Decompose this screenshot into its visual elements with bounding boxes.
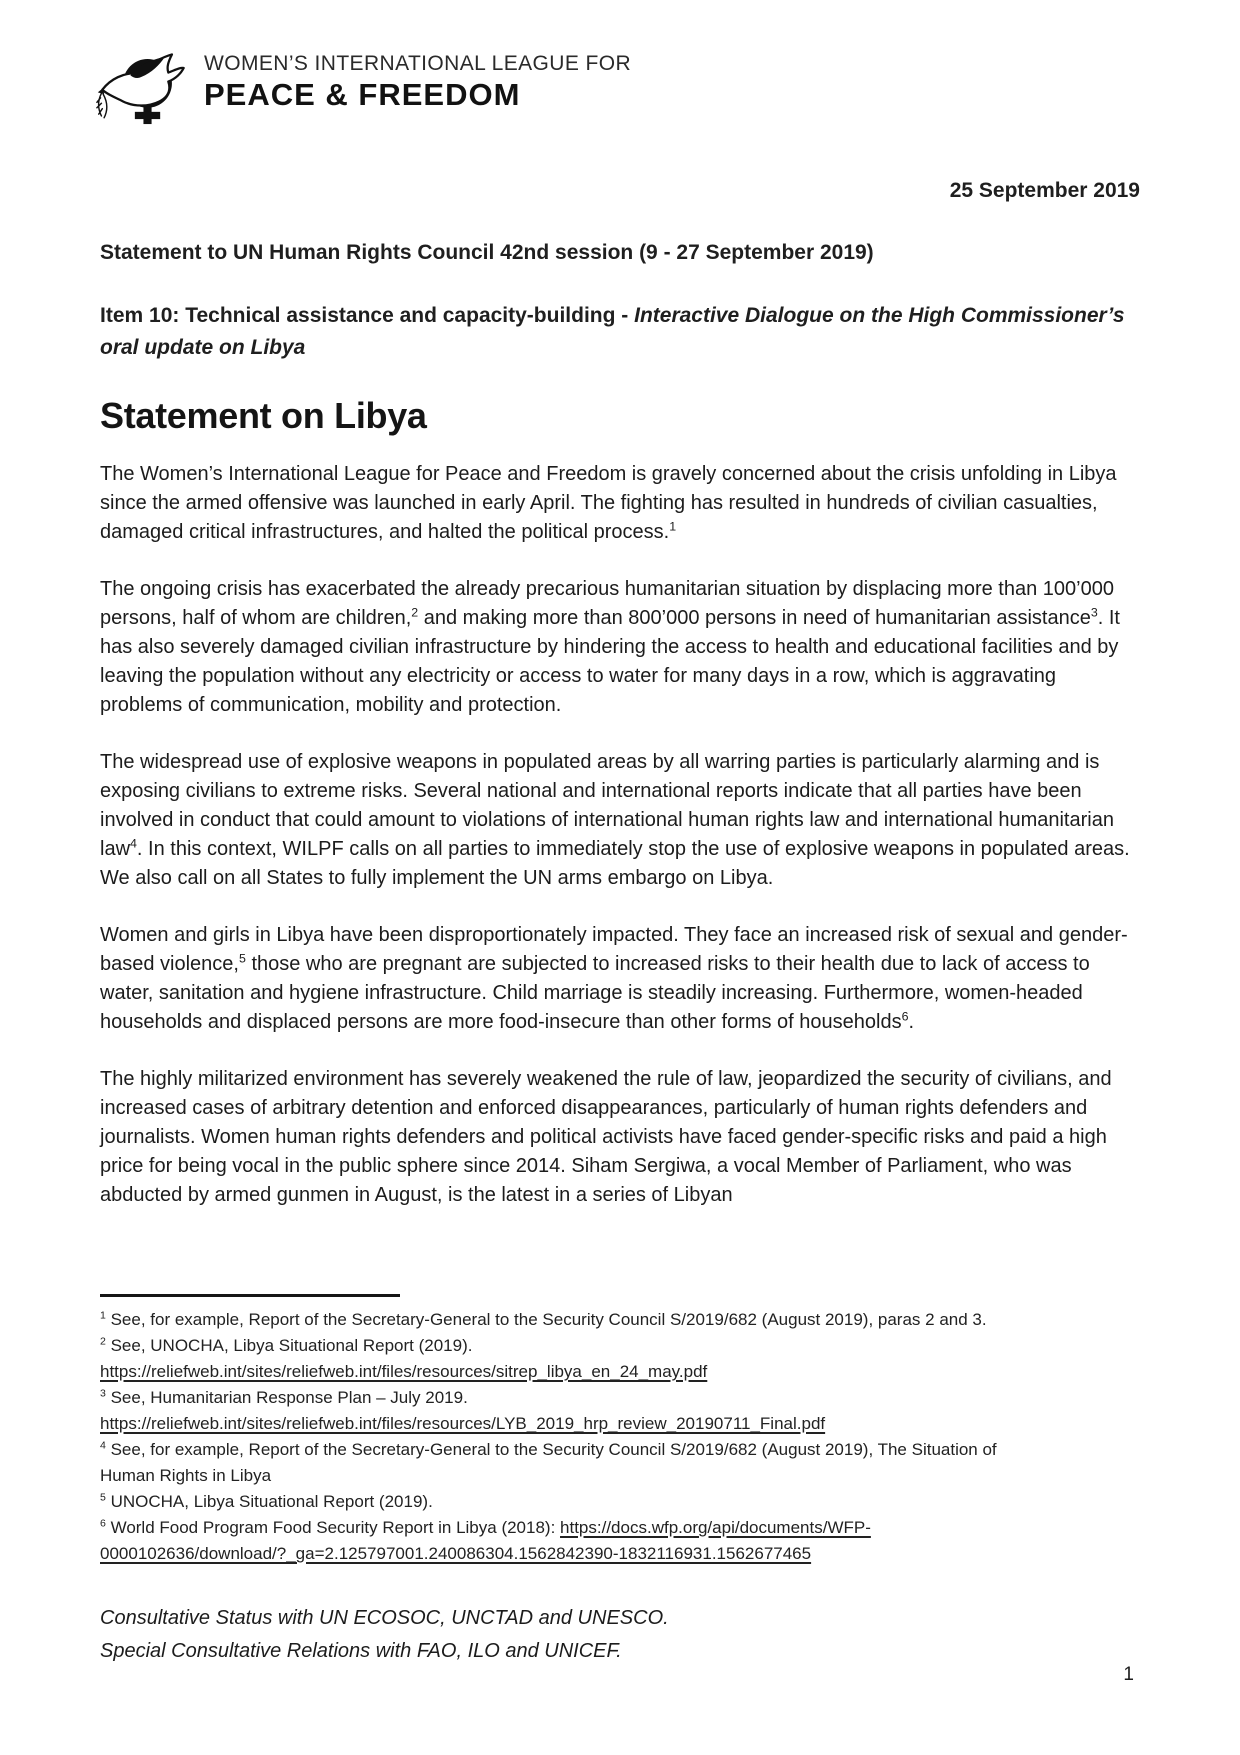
paragraph-1: The Women’s International League for Peace and Freedom is gravely concerned about the crisis unfolding in Libya since the armed offensive was launched in early April. The fighting has resulted in hundreds of civilian casualties, damaged critical infrastructures, and halted the political process.$^1$: [100, 463, 1117, 543]
footnote-ref: 6: [100, 1517, 106, 1530]
footnote-3: $^3$ See, Humanitarian Response Plan – July 2019. https://reliefweb.int/sites/reliefweb.int/files/resources/LYB_2019_hrp_review_20190711_Final.pdf: [100, 1387, 826, 1433]
footnote-5: $^5$ UNOCHA, Libya Situational Report (2019).: [100, 1491, 433, 1511]
page-title: Statement on Libya: [100, 395, 427, 436]
footnote-ref: 3: [1090, 605, 1098, 620]
hyperlink[interactable]: https://docs.wfp.org/api/documents/WFP-: [560, 1518, 871, 1537]
footnote-ref: 1: [669, 519, 677, 534]
footnote-ref: 2: [411, 605, 419, 620]
org-name-line2: PEACE & FREEDOM: [204, 77, 521, 112]
page-number: 1: [1123, 1664, 1134, 1685]
paragraph-3: The widespread use of explosive weapons in populated areas by all warring parties is particularly alarming and is exposing civilians to extreme risks. Several national and international reports indicate that all parties have been involved in conduct that could amount to violations of international human rights law and international humanitarian law$^4$. In this context, WILPF calls on all parties to immediately stop the use of explosive weapons in populated areas. We also call on all States to fully implement the UN arms embargo on Libya.: [100, 751, 1130, 889]
footnote-ref: 4: [100, 1439, 106, 1452]
footnote-ref: 5: [238, 951, 246, 966]
footnote-ref: 6: [901, 1009, 909, 1024]
org-name-line1: WOMEN’S INTERNATIONAL LEAGUE FOR: [204, 52, 632, 75]
hyperlink[interactable]: https://reliefweb.int/sites/reliefweb.int/files/resources/sitrep_libya_en_24_may.pdf: [100, 1362, 708, 1381]
footnote-ref: 3: [100, 1387, 106, 1400]
session-heading: Statement to UN Human Rights Council 42nd session (9 - 27 September 2019): [100, 241, 874, 264]
footer-line1: Consultative Status with UN ECOSOC, UNCTAD and UNESCO.: [100, 1607, 669, 1629]
statement-body: [100, 460, 1140, 1210]
footnote-ref: 4: [130, 836, 137, 851]
document-date: 25 September 2019: [949, 179, 1140, 202]
footnote-ref: 1: [100, 1309, 106, 1322]
paragraph-5: The highly militarized environment has severely weakened the rule of law, jeopardized the security of civilians, and increased cases of arbitrary detention and enforced disappearances, particularly of human rights defenders and journalists. Women human rights defenders and political activists have faced gender-specific risks and paid a high price for being vocal in the public sphere since 2014. Siham Sergiwa, a vocal Member of Parliament, who was abducted by armed gunmen in August, is the latest in a series of Libyan: [100, 1068, 1112, 1206]
wordmark: [204, 42, 631, 112]
paragraph-2: The ongoing crisis has exacerbated the already precarious humanitarian situation by displacing more than 100’000 persons, half of whom are children,$^2$ and making more than 800’000 persons in need of humanitarian assistance$^3$. It has also severely damaged civilian infrastructure by hindering the access to health and educational facilities and by leaving the population without any electricity or access to water for many days in a row, which is aggravating problems of communication, mobility and protection.: [100, 578, 1120, 716]
footnote-ref: 5: [100, 1491, 106, 1504]
consultative-status-footer: [100, 1602, 1140, 1668]
footnote-2: $^2$ See, UNOCHA, Libya Situational Report (2019). https://reliefweb.int/sites/reliefweb.int/files/resources/sitrep_libya_en_24_may.pdf: [100, 1335, 708, 1381]
footnote-4: $^4$ See, for example, Report of the Secretary-General to the Security Council S/2019/682 (August 2019), The Situation of Human Rights in Libya: [100, 1439, 997, 1485]
agenda-item-heading: Item 10: Technical assistance and capacity-building - Interactive Dialogue on the High Commissioner’s oral update on Libya: [100, 304, 1125, 359]
paragraph-4: Women and girls in Libya have been disproportionately impacted. They face an increased risk of sexual and gender-based violence,$^5$ those who are pregnant are subjected to increased risks to their health due to lack of access to water, sanitation and hygiene infrastructure. Child marriage is steadily increasing. Furthermore, women-headed households and displaced persons are more food-insecure than other forms of households$^6$.: [100, 924, 1128, 1033]
footnote-separator: [100, 1294, 400, 1297]
hyperlink[interactable]: 0000102636/download/?_ga=2.125797001.240086304.1562842390-1832116931.1562677465: [100, 1544, 812, 1563]
footnotes-section: [100, 1294, 1140, 1567]
footnote-1: $^1$ See, for example, Report of the Secretary-General to the Security Council S/2019/682 (August 2019), paras 2 and 3.: [100, 1309, 987, 1329]
footnote-6: $^6$ World Food Program Food Security Report in Libya (2018): https://docs.wfp.org/api/documents/WFP- 0000102636/download/?_ga=2.125797001.240086304.1562842390-1832116931.1562677465: [100, 1517, 871, 1563]
dove-peace-icon: [96, 42, 190, 132]
footer-line2: Special Consultative Relations with FAO, ILO and UNICEF.: [100, 1640, 622, 1662]
wilpf-logo: [96, 42, 1140, 132]
hyperlink[interactable]: https://reliefweb.int/sites/reliefweb.int/files/resources/LYB_2019_hrp_review_20190711_Final.pdf: [100, 1414, 826, 1433]
footnote-ref: 2: [100, 1335, 106, 1348]
